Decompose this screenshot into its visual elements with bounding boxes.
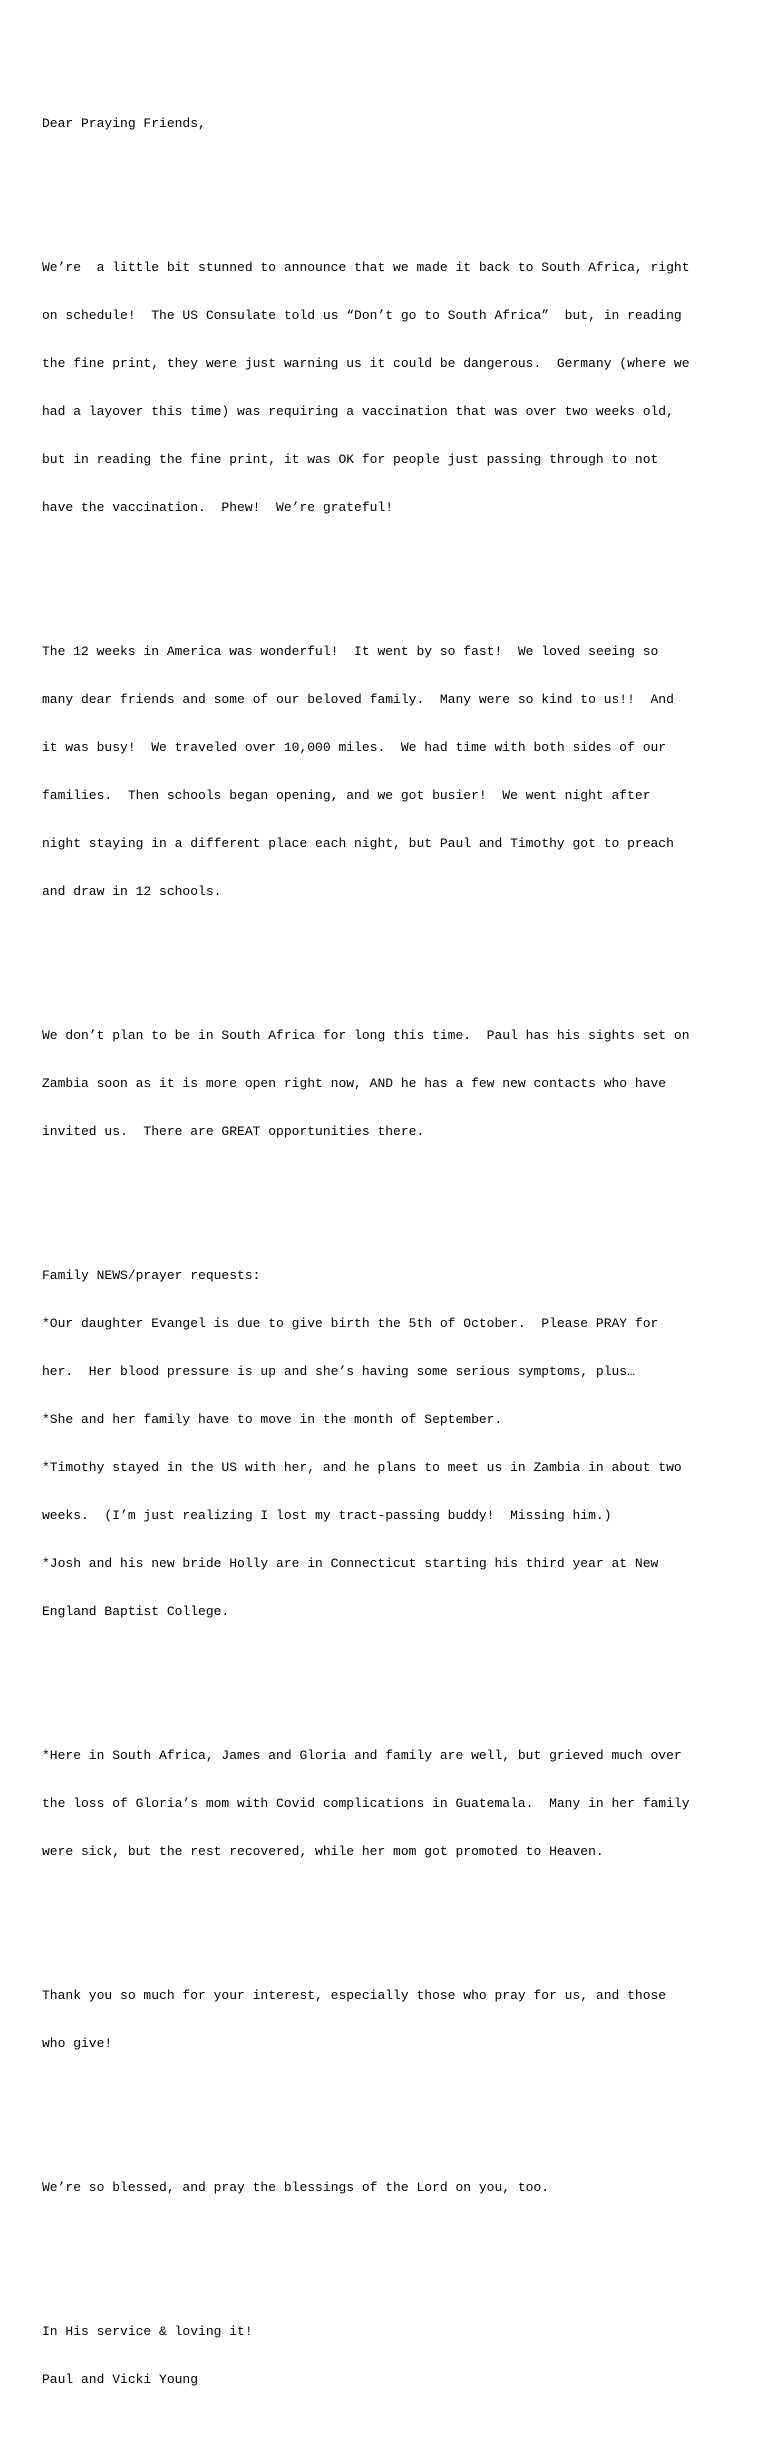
greeting: Dear Praying Friends, (42, 116, 206, 131)
list-item: England Baptist College. (42, 1604, 230, 1619)
paragraph-line: night staying in a different place each night, but Paul and Timothy got to preach (42, 836, 674, 851)
paragraph-line: had a layover this time) was requiring a vaccination that was over two weeks old, (42, 404, 674, 419)
list-item: *She and her family have to move in the month of September. (42, 1412, 503, 1427)
paragraph-line: invited us. There are GREAT opportunities there. (42, 1124, 425, 1139)
paragraph-line: it was busy! We traveled over 10,000 miles. We had time with both sides of our (42, 740, 667, 755)
paragraph-america-visit (42, 612, 742, 932)
list-item: *Timothy stayed in the US with her, and he plans to meet us in Zambia in about two (42, 1460, 682, 1475)
sign-off-block (42, 2292, 742, 2420)
paragraph-line: who give! (42, 2036, 113, 2051)
list-item: *Our daughter Evangel is due to give birth the 5th of October. Please PRAY for (42, 1316, 659, 1331)
list-item: *Josh and his new bride Holly are in Connecticut starting his third year at New (42, 1556, 659, 1571)
paragraph-thanks (42, 1956, 742, 2084)
paragraph-line: Thank you so much for your interest, especially those who pray for us, and those (42, 1988, 667, 2003)
paragraph-line: *Here in South Africa, James and Gloria and family are well, but grieved much over (42, 1748, 682, 1763)
paragraph-line: many dear friends and some of our beloved family. Many were so kind to us!! And (42, 692, 674, 707)
family-news-list (42, 1236, 742, 1652)
paragraph-line: were sick, but the rest recovered, while her mom got promoted to Heaven. (42, 1844, 604, 1859)
paragraph-line: The 12 weeks in America was wonderful! It went by so fast! We loved seeing so (42, 644, 659, 659)
paragraph-line: but in reading the fine print, it was OK for people just passing through to not (42, 452, 659, 467)
paragraph-line: the loss of Gloria’s mom with Covid complications in Guatemala. Many in her family (42, 1796, 690, 1811)
list-item: weeks. (I’m just realizing I lost my tract-passing buddy! Missing him.) (42, 1508, 612, 1523)
paragraph-return-news (42, 228, 742, 548)
paragraph-south-africa-family (42, 1716, 742, 1892)
paragraph-line: and draw in 12 schools. (42, 884, 222, 899)
family-news-heading: Family NEWS/prayer requests: (42, 1268, 261, 1283)
list-item: her. Her blood pressure is up and she’s having some serious symptoms, plus… (42, 1364, 635, 1379)
signature: Paul and Vicki Young (42, 2372, 199, 2387)
closing: In His service & loving it! (42, 2324, 253, 2339)
paragraph-line: We’re a little bit stunned to announce that we made it back to South Africa, right (42, 260, 690, 275)
paragraph-line: We don’t plan to be in South Africa for long this time. Paul has his sights set on (42, 1028, 690, 1043)
paragraph-line: We’re so blessed, and pray the blessings of the Lord on you, too. (42, 2180, 550, 2195)
paragraph-zambia-plans (42, 996, 742, 1172)
greeting-block (42, 84, 742, 164)
paragraph-line: have the vaccination. Phew! We’re grateful! (42, 500, 394, 515)
letter-body (42, 36, 742, 2452)
paragraph-line: on schedule! The US Consulate told us “Don’t go to South Africa” but, in reading (42, 308, 682, 323)
paragraph-blessing (42, 2148, 742, 2228)
paragraph-line: the fine print, they were just warning us it could be dangerous. Germany (where we (42, 356, 690, 371)
paragraph-line: Zambia soon as it is more open right now, AND he has a few new contacts who have (42, 1076, 667, 1091)
paragraph-line: families. Then schools began opening, and we got busier! We went night after (42, 788, 651, 803)
